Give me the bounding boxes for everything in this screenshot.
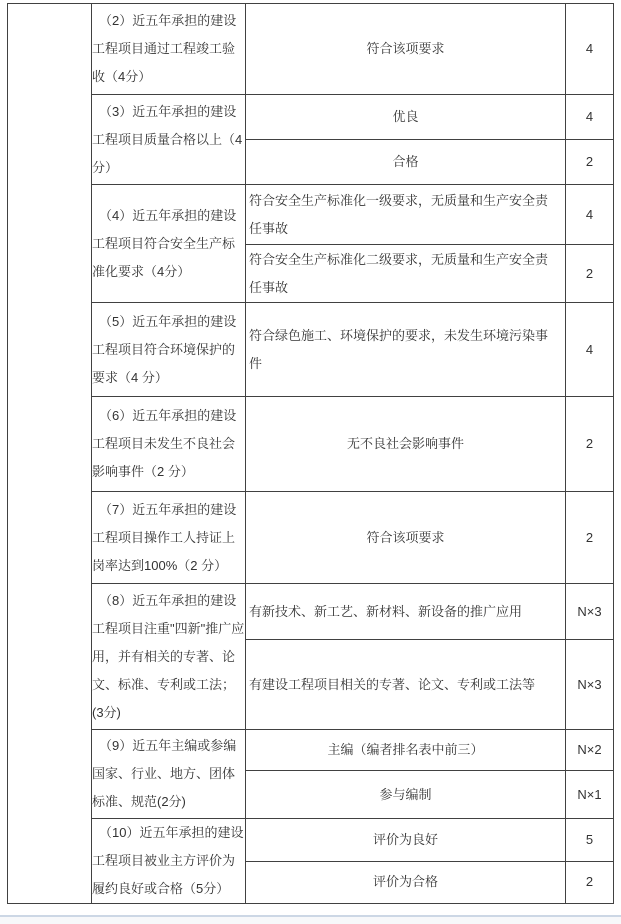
requirement-cell: 主编（编者排名表中前三） (246, 730, 566, 771)
table-row (8, 584, 614, 640)
criteria-cell: （6）近五年承担的建设工程项目未发生不良社会影响事件（2 分） (92, 397, 246, 492)
score-cell: N×1 (566, 771, 614, 819)
criteria-cell: （7）近五年承担的建设工程项目操作工人持证上岗率达到100%（2 分） (92, 492, 246, 584)
table-row (8, 397, 614, 492)
requirement-cell: 评价为良好 (246, 819, 566, 862)
criteria-cell: （10）近五年承担的建设工程项目被业主方评价为履约良好或合格（5分） (92, 819, 246, 904)
requirement-cell: 符合安全生产标准化一级要求，无质量和生产安全责任事故 (246, 185, 566, 245)
criteria-cell: （9）近五年主编或参编国家、行业、地方、团体标准、规范(2分) (92, 730, 246, 819)
requirement-cell: 符合该项要求 (246, 4, 566, 95)
score-cell: 2 (566, 245, 614, 303)
requirement-cell: 有新技术、新工艺、新材料、新设备的推广应用 (246, 584, 566, 640)
table-row (8, 4, 614, 95)
criteria-cell: （8）近五年承担的建设工程项目注重"四新"推广应用，并有相关的专著、论文、标准、专利或工法；(3分) (92, 584, 246, 730)
table-row (8, 185, 614, 245)
requirement-cell: 评价为合格 (246, 861, 566, 904)
score-cell: N×3 (566, 584, 614, 640)
score-cell: N×2 (566, 730, 614, 771)
score-cell: 4 (566, 303, 614, 397)
score-cell: 4 (566, 185, 614, 245)
criteria-cell: （5）近五年承担的建设工程项目符合环境保护的要求（4 分） (92, 303, 246, 397)
score-cell: 2 (566, 397, 614, 492)
requirement-cell: 优良 (246, 95, 566, 140)
table-row (8, 303, 614, 397)
requirement-cell: 符合安全生产标准化二级要求，无质量和生产安全责任事故 (246, 245, 566, 303)
score-cell: 5 (566, 819, 614, 862)
score-cell: 2 (566, 140, 614, 185)
evaluation-score-table (7, 3, 614, 904)
requirement-cell: 符合绿色施工、环境保护的要求，未发生环境污染事件 (246, 303, 566, 397)
table-row (8, 730, 614, 771)
category-spacer-cell (8, 4, 92, 904)
table-row (8, 492, 614, 584)
table-row (8, 95, 614, 140)
score-cell: N×3 (566, 640, 614, 730)
criteria-cell: （4）近五年承担的建设工程项目符合安全生产标准化要求（4分） (92, 185, 246, 303)
score-cell: 4 (566, 95, 614, 140)
requirement-cell: 符合该项要求 (246, 492, 566, 584)
requirement-cell: 合格 (246, 140, 566, 185)
score-cell: 2 (566, 492, 614, 584)
score-cell: 2 (566, 861, 614, 904)
table-row (8, 819, 614, 862)
requirement-cell: 无不良社会影响事件 (246, 397, 566, 492)
score-cell: 4 (566, 4, 614, 95)
page-bottom-margin (0, 917, 621, 924)
criteria-cell: （2）近五年承担的建设工程项目通过工程竣工验收（4分） (92, 4, 246, 95)
requirement-cell: 有建设工程项目相关的专著、论文、专利或工法等 (246, 640, 566, 730)
criteria-cell: （3）近五年承担的建设工程项目质量合格以上（4分） (92, 95, 246, 185)
requirement-cell: 参与编制 (246, 771, 566, 819)
